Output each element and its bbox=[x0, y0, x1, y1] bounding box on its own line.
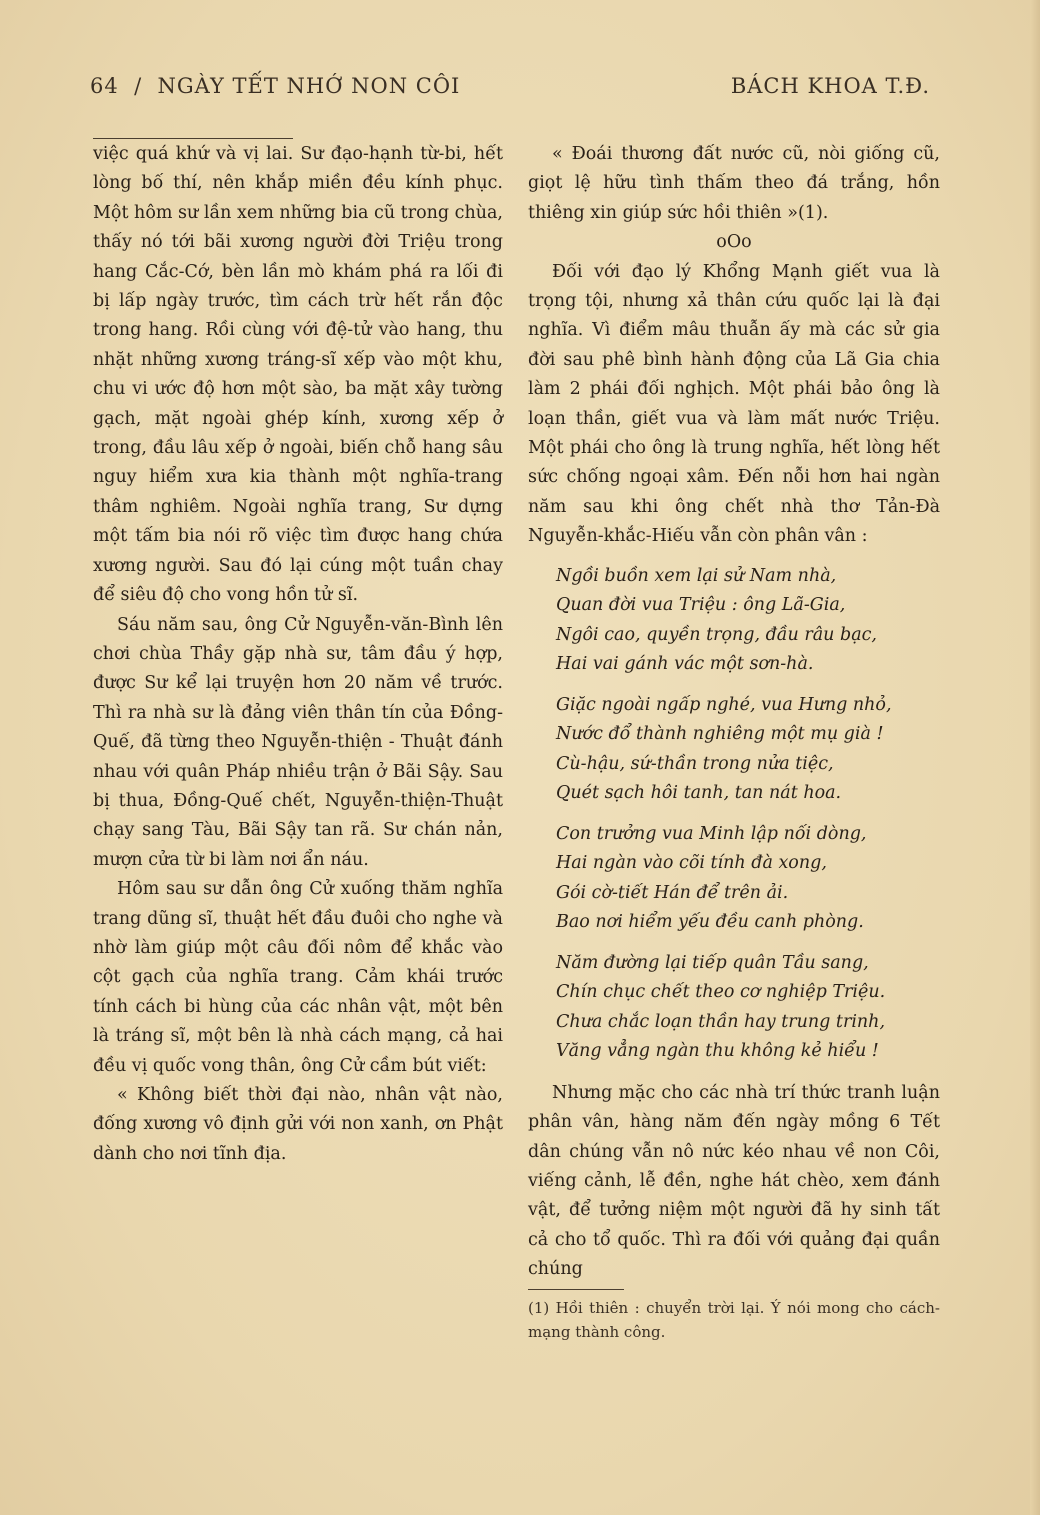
header-separator: / bbox=[134, 74, 143, 98]
header-left bbox=[90, 74, 460, 98]
right-column bbox=[528, 140, 940, 1344]
footnote-rule bbox=[528, 1289, 624, 1290]
left-column bbox=[93, 140, 503, 1169]
paragraph-1: việc quá khứ và vị lai. Sư đạo-hạnh từ-bi, hết lòng bố thí, nên khắp miền đều kính phục. Một hôm sư lần xem những bia cũ trong chùa, thấy nó tới bãi xương người đời Triệu trong hang Cắc-Cớ, bèn lần mò khám phá ra lối đi bị lấp ngày trước, tìm cách trừ hết rắn độc trong hang. Rồi cùng với đệ-tử vào hang, thu nhặt những xương tráng-sĩ xếp vào một khu, chu vi ước độ hơn một sào, ba mặt xây tường gạch, mặt ngoài ghép kính, xương xếp ở trong, đầu lâu xếp ở ngoài, biến chỗ hang sâu nguy hiểm xưa kia thành một nghĩa-trang thâm nghiêm. Ngoài nghĩa trang, Sư dựng một tấm bia nói rõ việc tìm được hang chứa xương người. Sau đó lại cúng một tuần chay để siêu độ cho vong hồn tử sĩ. bbox=[93, 144, 503, 606]
poem-stanza bbox=[556, 562, 940, 680]
couplet-line-2: « Đoái thương đất nước cũ, nòi giống cũ, giọt lệ hữu tình thấm theo đá trắng, hồn thiêng xin giúp sức hồi thiên »(1). bbox=[528, 144, 940, 223]
poem-line: Chưa chắc loạn thần hay trung trinh, bbox=[556, 1011, 886, 1032]
poem-line: Ngôi cao, quyền trọng, đầu râu bạc, bbox=[556, 624, 877, 645]
poem-stanza bbox=[556, 691, 940, 809]
poem-line: Chín chục chết theo cơ nghiệp Triệu. bbox=[556, 982, 886, 1003]
poem-line: Gói cờ-tiết Hán để trên ải. bbox=[556, 882, 789, 903]
running-header bbox=[90, 74, 930, 106]
poem-line: Bao nơi hiểm yếu đều canh phòng. bbox=[556, 912, 864, 933]
section-divider: oOo bbox=[716, 232, 752, 253]
poem-line: Con trưởng vua Minh lập nối dòng, bbox=[556, 823, 867, 844]
publication-name: BÁCH KHOA T.Đ. bbox=[730, 74, 930, 98]
running-title: NGÀY TẾT NHỚ NON CÔI bbox=[157, 74, 461, 98]
poem-line: Năm đường lại tiếp quân Tầu sang, bbox=[556, 952, 869, 973]
poem-stanza bbox=[556, 949, 940, 1067]
paragraph-4: Đối với đạo lý Khổng Mạnh giết vua là trọng tội, nhưng xả thân cứu quốc lại là đại nghĩa. Vì điểm mâu thuẫn ấy mà các sử gia đời sau phê bình hành động của Lã Gia chia làm 2 phái đối nghịch. Một phái bảo ông là loạn thần, giết vua và làm mất nước Triệu. Một phái cho ông là trung nghĩa, hết lòng hết sức chống ngoại xâm. Đến nỗi hơn hai ngàn năm sau khi ông chết nhà thơ Tản-Đà Nguyễn-khắc-Hiếu vẫn còn phân vân : bbox=[528, 261, 940, 547]
page-edge bbox=[1030, 0, 1040, 1515]
poem-line: Nước đổ thành nghiêng một mụ già ! bbox=[556, 724, 884, 745]
paragraph-3: Hôm sau sư dẫn ông Cử xuống thăm nghĩa trang dũng sĩ, thuật hết đầu đuôi cho nghe và nhờ làm giúp một câu đối nôm để khắc vào cột gạch của nghĩa trang. Cảm khái trước tính cách bi hùng của các nhân vật, một bên là tráng sĩ, một bên là nhà cách mạng, cả hai đều vị quốc vong thân, ông Cử cầm bút viết: bbox=[93, 879, 503, 1076]
page-number: 64 bbox=[90, 74, 119, 98]
poem-line: Quét sạch hôi tanh, tan nát hoa. bbox=[556, 783, 842, 804]
poem bbox=[528, 562, 940, 1067]
poem-line: Hai ngàn vào cõi tính đà xong, bbox=[556, 853, 827, 874]
paragraph-5: Nhưng mặc cho các nhà trí thức tranh luận phân vân, hàng năm đến ngày mồng 6 Tết dân chúng vẫn nô nức kéo nhau về non Côi, viếng cảnh, lễ đền, nghe hát chèo, xem đánh vật, để tưởng niệm một người đã hy sinh tất cả cho tổ quốc. Thì ra đối với quảng đại quần chúng bbox=[528, 1082, 940, 1280]
poem-line: Cù-hậu, sứ-thần trong nửa tiệc, bbox=[556, 753, 834, 774]
poem-line: Ngồi buồn xem lại sử Nam nhà, bbox=[556, 565, 837, 586]
poem-line: Hai vai gánh vác một sơn-hà. bbox=[556, 654, 814, 675]
paragraph-2: Sáu năm sau, ông Cử Nguyễn-văn-Bình lên chơi chùa Thầy gặp nhà sư, tâm đầu ý hợp, được Sư kể lại truyện hơn 20 năm về trước. Thì ra nhà sư là đảng viên thân tín của Đồng-Quế, đã từng theo Nguyễn-thiện - Thuật đánh nhau với quân Pháp nhiều trận ở Bãi Sậy. Sau bị thua, Đồng-Quế chết, Nguyễn-thiện-Thuật chạy sang Tàu, Bãi Sậy tan rã. Sư chán nản, mượn cửa từ bi làm nơi ẩn náu. bbox=[93, 614, 503, 870]
poem-line: Văng vẳng ngàn thu không kẻ hiểu ! bbox=[556, 1041, 879, 1062]
poem-stanza bbox=[556, 820, 940, 938]
poem-line: Giặc ngoài ngấp nghé, vua Hưng nhỏ, bbox=[556, 694, 892, 715]
column-top-rule bbox=[93, 138, 293, 139]
poem-line: Quan đời vua Triệu : ông Lã-Gia, bbox=[556, 595, 846, 616]
couplet-line-1: « Không biết thời đại nào, nhân vật nào, đống xương vô định gửi với non xanh, ơn Phật dành cho nơi tĩnh địa. bbox=[93, 1085, 503, 1164]
footnote: (1) Hồi thiên : chuyển trời lại. Ý nói mong cho cách-mạng thành công. bbox=[528, 1298, 940, 1341]
